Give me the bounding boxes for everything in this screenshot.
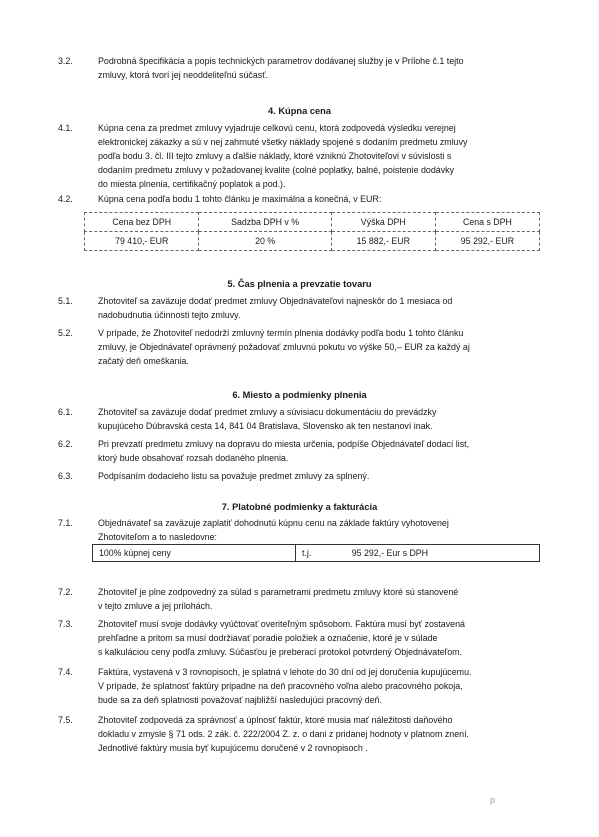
text-line: dokladu v zmysle § 71 ods. 2 zák. č. 222/2004 Z. z. o dani z pridanej hodnoty v platnom znení. — [98, 729, 469, 739]
text-line: ktorý bude obsahovať rozsah dodaného plnenia. — [98, 453, 289, 463]
table-header-cell: Sadzba DPH v % — [199, 213, 331, 232]
clause-7-4 — [58, 665, 538, 707]
text-line: kupujúceho Dúbravská cesta 14, 841 04 Bratislava, Slovensko ak ten nestanoví inak. — [98, 421, 433, 431]
clause-number: 7.4. — [58, 667, 73, 677]
text-line: zmluvy, ktorá tvorí jej neoddeliteľnú súčasť. — [98, 70, 269, 80]
text-line: Faktúra, vystavená v 3 rovnopisoch, je splatná v lehote do 30 dní od jej doručenia kupujúcemu. — [98, 667, 472, 677]
section-heading-5: 5. Čas plnenia a prevzatie tovaru — [227, 279, 372, 289]
clause-text — [98, 54, 538, 82]
clause-3-2 — [58, 54, 538, 82]
table-row — [85, 232, 540, 251]
clause-text — [98, 585, 538, 613]
clause-7-2 — [58, 585, 538, 613]
payment-table — [92, 544, 540, 562]
clause-5-2 — [58, 326, 538, 368]
payment-label-cell: 100% kúpnej ceny — [93, 545, 296, 562]
text-line: Pri prevzatí predmetu zmluvy na dopravu do miesta určenia, podpíše Objednávateľ dodací list, — [98, 439, 470, 449]
table-header-cell: Cena bez DPH — [85, 213, 199, 232]
text-line: prehľadne a pritom sa musí dodržiavať poradie položiek a označenie, ktoré je v súlade — [98, 633, 438, 643]
clause-5-1 — [58, 294, 538, 322]
text-line: Podrobná špecifikácia a popis technických parametrov dodávanej služby je v Prílohe č.1 tejto — [98, 56, 464, 66]
text-line: Zhotoviteľ sa zaväzuje dodať predmet zmluvy Objednávateľovi najneskôr do 1 mesiaca od — [98, 296, 453, 306]
clause-text — [98, 294, 538, 322]
clause-number: 5.2. — [58, 328, 73, 338]
clause-text — [98, 516, 538, 544]
clause-text — [98, 192, 538, 206]
text-line: Kúpna cena podľa bodu 1 tohto článku je maximálna a konečná, v EUR: — [98, 194, 382, 204]
section-heading-6: 6. Miesto a podmienky plnenia — [232, 390, 367, 400]
clause-6-3 — [58, 469, 538, 483]
table-row — [93, 545, 540, 562]
text-line: podľa bodu 3. čl. III tejto zmluvy a ďalšie náklady, ktoré vzniknú Zhotoviteľovi v súvislosti s — [98, 151, 452, 161]
clause-7-3 — [58, 617, 538, 659]
clause-6-1 — [58, 405, 538, 433]
clause-number: 4.1. — [58, 123, 73, 133]
text-line: V prípade, že Zhotoviteľ nedodrží zmluvný termín plnenia dodávky podľa bodu 1 tohto článku — [98, 328, 464, 338]
clause-number: 3.2. — [58, 56, 73, 66]
text-line: bude sa za deň splatnosti považovať najbližší nasledujúci pracovný deň. — [98, 695, 383, 705]
clause-number: 5.1. — [58, 296, 73, 306]
text-line: nadobudnutia účinnosti tejto zmluvy. — [98, 310, 241, 320]
text-line: začatý deň omeškania. — [98, 356, 189, 366]
clause-text — [98, 713, 538, 755]
clause-number: 7.5. — [58, 715, 73, 725]
text-line: elektronickej zákazky a sú v nej zahrnuté všetky náklady spojené s dodaním predmetu zmluvy — [98, 137, 468, 147]
text-line: Zhotoviteľ zodpovedá za správnosť a úplnosť faktúr, ktoré musia mať náležitosti daňového — [98, 715, 453, 725]
clause-number: 6.1. — [58, 407, 73, 417]
price-table — [84, 212, 540, 251]
text-line: V prípade, že splatnosť faktúry pripadne na deň pracovného voľna alebo pracovného pokoja, — [98, 681, 463, 691]
text-line: do miesta plnenia, certifikačný poplatok a pod.). — [98, 179, 286, 189]
clause-number: 6.3. — [58, 471, 73, 481]
payment-amount: 95 292,- Eur s DPH — [351, 548, 429, 558]
table-header-cell: Cena s DPH — [435, 213, 539, 232]
section-heading-7: 7. Platobné podmienky a fakturácia — [221, 502, 378, 512]
table-cell: 15 882,- EUR — [331, 232, 435, 251]
table-cell: 79 410,- EUR — [85, 232, 199, 251]
text-line: dodaním predmetu zmluvy v požadovanej kvalite (colné poplatky, balné, poistenie dodávky — [98, 165, 455, 175]
text-line: Zhotoviteľ musí svoje dodávky vyúčtovať overiteľným spôsobom. Faktúra musí byť zostavená — [98, 619, 465, 629]
clause-text — [98, 121, 538, 191]
text-line: v tejto zmluve a jej prílohách. — [98, 601, 213, 611]
clause-text — [98, 469, 538, 483]
clause-7-5 — [58, 713, 538, 755]
clause-7-1 — [58, 516, 538, 544]
table-header-cell: Výška DPH — [331, 213, 435, 232]
clause-text — [98, 405, 538, 433]
clause-number: 4.2. — [58, 194, 73, 204]
text-line: s kalkuláciou ceny podľa zmluvy. Súčasťou je preberací protokol potvrdený Objednávateľom. — [98, 647, 463, 657]
payment-amount-cell — [296, 545, 540, 562]
clause-text — [98, 437, 538, 465]
clause-number: 7.1. — [58, 518, 73, 528]
text-line: Jednotlivé faktúry musia byť kupujúcemu doručené v 2 rovnopisoch . — [98, 743, 368, 753]
clause-4-1 — [58, 121, 538, 191]
clause-number: 7.2. — [58, 587, 73, 597]
table-cell: 20 % — [199, 232, 331, 251]
clause-number: 6.2. — [58, 439, 73, 449]
text-line: Zhotoviteľ je plne zodpovedný za súlad s parametrami predmetu zmluvy ktoré sú stanovené — [98, 587, 459, 597]
clause-text — [98, 665, 538, 707]
text-line: Objednávateľ sa zaväzuje zaplatiť dohodnutú kúpnu cenu na základe faktúry vyhotovenej — [98, 518, 449, 528]
clause-6-2 — [58, 437, 538, 465]
text-line: Kúpna cena za predmet zmluvy vyjadruje celkovú cenu, ktorá zodpovedá výsledku verejnej — [98, 123, 456, 133]
text-line: Podpísaním dodacieho listu sa považuje predmet zmluvy za splnený. — [98, 471, 370, 481]
text-line: zmluvy, je Objednávateľ oprávnený požadovať zmluvnú pokutu vo výške 50,– EUR za každý aj — [98, 342, 470, 352]
section-heading-4: 4. Kúpna cena — [267, 106, 332, 116]
clause-number: 7.3. — [58, 619, 73, 629]
clause-text — [98, 326, 538, 368]
text-line: Zhotoviteľ sa zaväzuje dodať predmet zmluvy a súvisiacu dokumentáciu do prevádzky — [98, 407, 437, 417]
payment-prefix: t.j. — [302, 548, 312, 558]
table-cell: 95 292,- EUR — [435, 232, 539, 251]
text-line: Zhotoviteľom a to nasledovne: — [98, 532, 218, 542]
margin-mark: p — [490, 795, 496, 805]
clause-4-2 — [58, 192, 538, 206]
clause-text — [98, 617, 538, 659]
table-header-row — [85, 213, 540, 232]
